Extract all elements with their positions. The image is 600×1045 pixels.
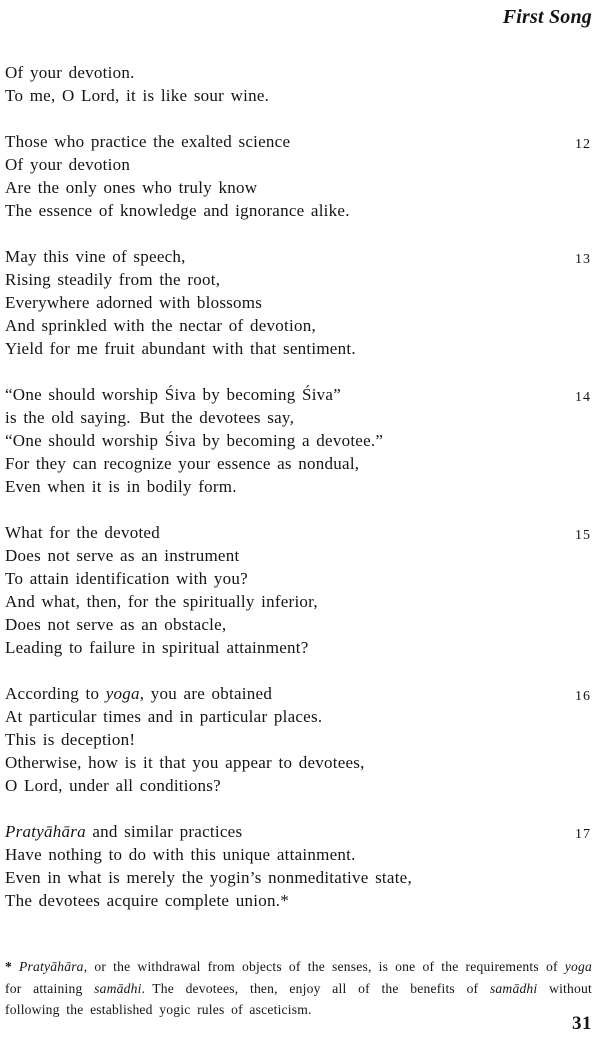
text-segment: Leading to failure in spiritual attainment? — [5, 638, 309, 657]
text-segment: May this vine of speech, — [5, 247, 186, 266]
text-segment: is the old saying. But the devotees say, — [5, 408, 295, 427]
text-segment: yoga — [105, 684, 140, 703]
verse-line — [5, 590, 592, 613]
text-segment: What for the devoted — [5, 523, 160, 542]
verse-line — [5, 61, 592, 84]
verse-number: 13 — [575, 252, 591, 267]
text-segment: “One should worship Śiva by becoming Śiva” — [5, 385, 342, 404]
stanza — [5, 521, 592, 659]
text-segment: Are the only ones who truly know — [5, 178, 258, 197]
verse-line — [5, 429, 592, 452]
verse-number: 14 — [575, 390, 591, 405]
text-segment: Everywhere adorned with blossoms — [5, 293, 263, 312]
text-segment: Does not serve as an instrument — [5, 546, 240, 565]
verse-number: 12 — [575, 137, 591, 152]
text-segment: samādhi — [489, 980, 538, 996]
text-segment: Even in what is merely the yogin’s nonmeditative state, — [5, 868, 412, 887]
verse-line — [5, 636, 592, 659]
page-number: 31 — [572, 1013, 592, 1034]
text-segment: O Lord, under all conditions? — [5, 776, 221, 795]
text-segment: without following the established yogic rules of asceticism. — [5, 980, 593, 1017]
verse-line — [5, 728, 592, 751]
text-segment: Does not serve as an obstacle, — [5, 615, 227, 634]
text-segment: The essence of knowledge and ignorance alike. — [5, 201, 350, 220]
verse-line — [5, 567, 592, 590]
verse-line — [5, 245, 592, 268]
text-segment: For they can recognize your essence as nondual, — [5, 454, 360, 473]
text-segment: Even when it is in bodily form. — [5, 477, 237, 496]
verse-line — [5, 682, 592, 705]
verse-line — [5, 84, 592, 107]
stanza — [5, 61, 592, 107]
verse-line — [5, 199, 592, 222]
text-segment: To me, O Lord, it is like sour wine. — [5, 86, 270, 105]
text-segment: Pratyāhāra — [19, 959, 84, 974]
verse-line — [5, 751, 592, 774]
text-segment: This is deception! — [5, 730, 136, 749]
verse-line — [5, 613, 592, 636]
verse-line — [5, 314, 592, 337]
text-segment: The devotees acquire complete union.* — [5, 891, 289, 910]
text-segment: Rising steadily from the root, — [5, 270, 221, 289]
verse-line — [5, 521, 592, 544]
verse-line — [5, 866, 592, 889]
text-segment: Of your devotion. — [5, 63, 135, 82]
verse-line — [5, 130, 592, 153]
poem — [5, 61, 592, 912]
text-segment: Those who practice the exalted science — [5, 132, 291, 151]
text-segment: Otherwise, how is it that you appear to devotees, — [5, 753, 365, 772]
text-segment: “One should worship Śiva by becoming a devotee.” — [5, 431, 384, 450]
footnote — [5, 956, 592, 1021]
page-header-title: First Song — [502, 6, 592, 28]
text-segment: , you are obtained — [139, 684, 273, 703]
text-segment: To attain identification with you? — [5, 569, 248, 588]
running-head — [5, 4, 592, 30]
text-segment: Of your devotion — [5, 155, 131, 174]
verse-line — [5, 291, 592, 314]
text-segment — [12, 959, 19, 974]
text-segment: samādhi — [94, 980, 142, 996]
verse-number: 15 — [575, 528, 591, 543]
text-segment: . The devotees, then, enjoy all of the benefits of — [141, 980, 490, 996]
verse-line — [5, 383, 592, 406]
verse-line — [5, 176, 592, 199]
verse-line — [5, 337, 592, 360]
text-segment: And what, then, for the spiritually inferior, — [5, 592, 318, 611]
verse-line — [5, 452, 592, 475]
text-segment: Pratyāhāra — [5, 822, 86, 841]
text-segment: Yield for me fruit abundant with that sentiment. — [5, 339, 356, 358]
verse-line — [5, 820, 592, 843]
stanza — [5, 383, 592, 498]
text-segment: , or the withdrawal from objects of the senses, is one of the requirements of — [83, 959, 565, 974]
text-segment: * — [5, 959, 12, 974]
verse-line — [5, 889, 592, 912]
text-segment: for attaining — [5, 980, 95, 996]
text-segment: yoga — [564, 959, 592, 974]
verse-line — [5, 705, 592, 728]
stanza — [5, 820, 592, 912]
text-segment: At particular times and in particular places. — [5, 707, 323, 726]
stanza — [5, 682, 592, 797]
stanza — [5, 245, 592, 360]
verse-line — [5, 406, 592, 429]
text-segment: And sprinkled with the nectar of devotion, — [5, 316, 316, 335]
verse-number: 17 — [575, 827, 591, 842]
verse-line — [5, 843, 592, 866]
verse-line — [5, 774, 592, 797]
verse-number: 16 — [575, 689, 591, 704]
verse-line — [5, 268, 592, 291]
stanza — [5, 130, 592, 222]
text-segment: According to — [5, 684, 106, 703]
text-segment: and similar practices — [85, 822, 243, 841]
verse-line — [5, 544, 592, 567]
verse-line — [5, 153, 592, 176]
verse-line — [5, 475, 592, 498]
text-segment: Have nothing to do with this unique attainment. — [5, 845, 356, 864]
